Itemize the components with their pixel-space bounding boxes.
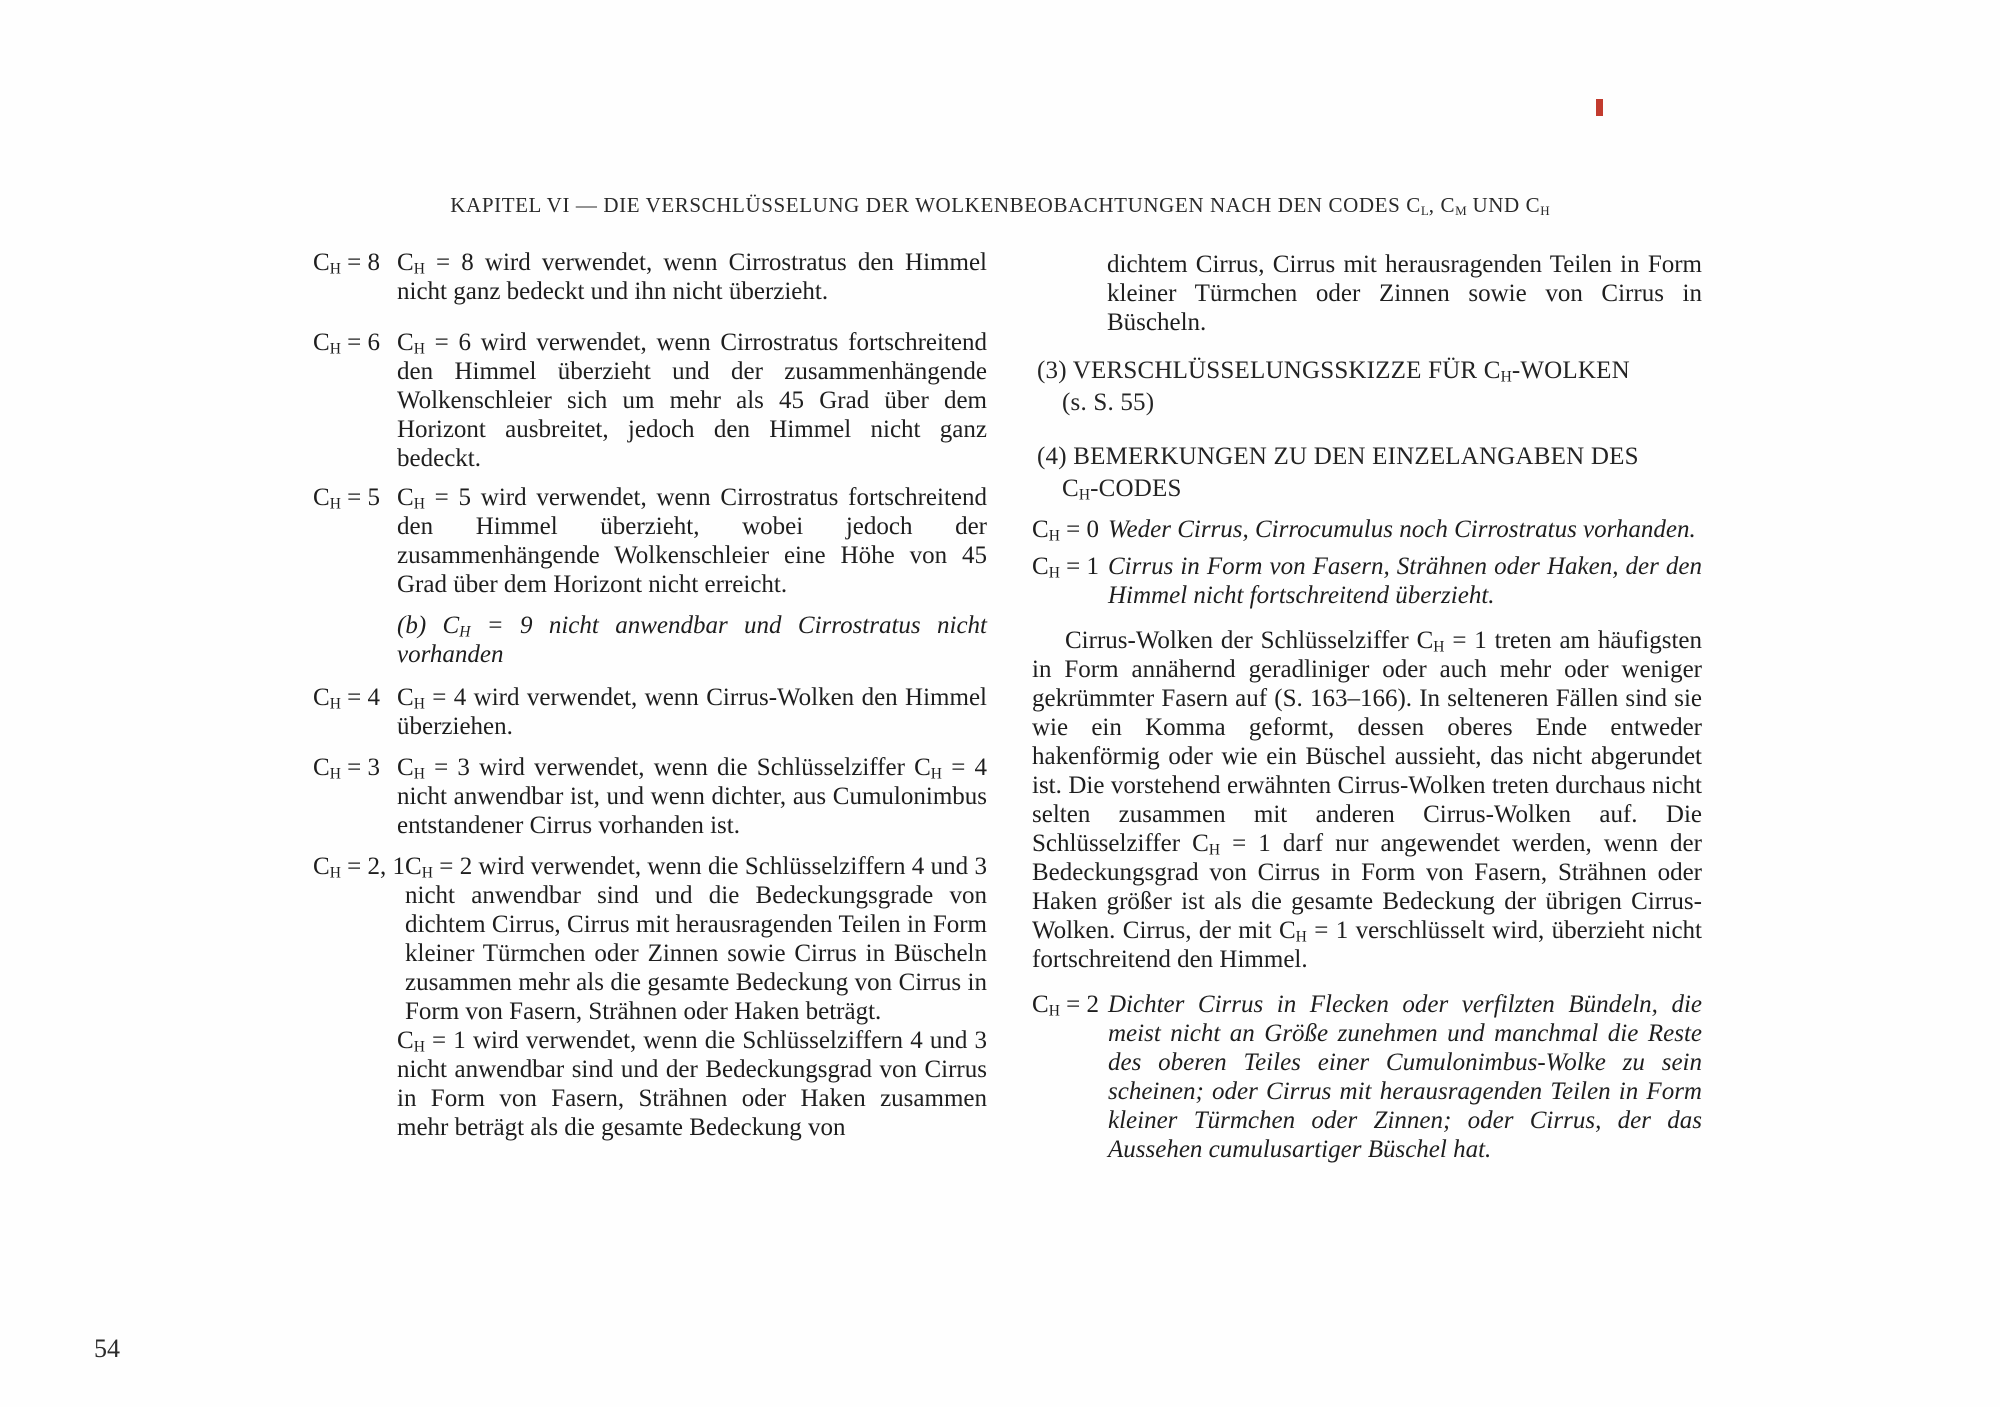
section-heading-3-line1: (3) VERSCHLÜSSELUNGSSKIZZE FÜR $C_H$-WOLKEN xyxy=(1037,357,1630,386)
code-label: $C_H = 1$ xyxy=(1032,553,1099,582)
code-label: $C_H = 2$ xyxy=(1032,991,1099,1020)
code-label: $C_H = 3$ xyxy=(313,754,380,783)
page-number: 54 xyxy=(94,1334,120,1363)
code-text: $C_H = 2$ wird verwendet, wenn die Schlüsselziffern 4 und 3 nicht anwendbar sind und die Bedeckungsgrade von dichtem Cirrus, Cirrus mit herausragenden Teilen in Form kleiner Türmchen oder Zinnen sowie Cirrus in Büscheln zusammen mehr als die gesamte Bedeckung von Cirrus in Form von Fasern, Strähnen oder Haken beträgt. xyxy=(405,853,987,1025)
code-text: (b) $C_H = 9$ nicht anwendbar und Cirrostratus nicht vorhanden xyxy=(397,612,987,668)
code-label: $C_H = 4$ xyxy=(313,684,380,713)
section-heading-4-line1: (4) BEMERKUNGEN ZU DEN EINZELANGABEN DES xyxy=(1037,443,1639,470)
section-heading-4-line2: $C_H$-CODES xyxy=(1062,475,1182,504)
code-entry-ch21 xyxy=(313,852,987,1026)
code-label: $C_H = 6$ xyxy=(313,329,380,358)
chapter-header: KAPITEL VI — DIE VERSCHLÜSSELUNG DER WOLKENBEOBACHTUNGEN NACH DEN CODES $C_L$, $C_M$ UND $C_H$ xyxy=(450,193,1550,218)
code-note-b xyxy=(313,611,987,669)
code-entry-ch1 xyxy=(1032,552,1702,610)
code-label: $C_H = 2$, 1 xyxy=(313,853,405,882)
code-text: $C_H = 8$ wird verwendet, wenn Cirrostratus den Himmel nicht ganz bedeckt und ihn nicht überzieht. xyxy=(397,249,987,305)
code-entry-ch2 xyxy=(1032,990,1702,1164)
red-scan-artifact xyxy=(1596,99,1603,116)
continuation-paragraph: dichtem Cirrus, Cirrus mit herausragenden Teilen in Form kleiner Türmchen oder Zinnen sowie von Cirrus in Büscheln. xyxy=(1107,251,1702,336)
code-text: $C_H = 3$ wird verwendet, wenn die Schlüsselziffer $C_H = 4$ nicht anwendbar ist, und wenn dichter, aus Cumulonimbus entstandener Cirrus vorhanden ist. xyxy=(397,754,987,839)
section-heading-3 xyxy=(1032,355,1702,419)
section-heading-3-line2: (s. S. 55) xyxy=(1062,389,1155,416)
code-label: $C_H = 5$ xyxy=(313,484,380,513)
code-text: Dichter Cirrus in Flecken oder verfilzten Bündeln, die meist nicht an Größe zunehmen und manchmal die Reste des oberen Teiles einer Cumulonimbus-Wolke zu sein scheinen; oder Cirrus mit herausragenden Teilen in Form kleiner Türmchen oder Zinnen; oder Cirrus, der das Aussehen cumulusartiger Büschel hat. xyxy=(1108,991,1702,1163)
code-entry-ch6 xyxy=(313,328,987,473)
code-text: Weder Cirrus, Cirrocumulus noch Cirrostratus vorhanden. xyxy=(1108,516,1696,543)
section-heading-4 xyxy=(1032,441,1702,505)
code-entry-ch3 xyxy=(313,753,987,840)
right-column xyxy=(1032,250,1702,1164)
code-label: $C_H = 0$ xyxy=(1032,516,1099,545)
left-column xyxy=(313,248,987,1142)
code-entry-ch4 xyxy=(313,683,987,741)
code-entry-ch1-continued xyxy=(313,1026,987,1142)
code-entry-ch0 xyxy=(1032,515,1702,544)
code-text: $C_H = 1$ wird verwendet, wenn die Schlüsselziffern 4 und 3 nicht anwendbar sind und der Bedeckungsgrad von Cirrus in Form von Fasern, Strähnen oder Haken zusammen mehr beträgt als die gesamte Bedeckung von xyxy=(397,1027,987,1141)
code-entry-ch8 xyxy=(313,248,987,306)
code-text: $C_H = 5$ wird verwendet, wenn Cirrostratus fortschreitend den Himmel überzieht, wobei jedoch der zusammenhängende Wolkenschleier eine Höhe von 45 Grad über dem Horizont nicht erreicht. xyxy=(397,484,987,598)
code-text: $C_H = 4$ wird verwendet, wenn Cirrus-Wolken den Himmel überziehen. xyxy=(397,684,987,740)
code-entry-ch5 xyxy=(313,483,987,599)
code-label: $C_H = 8$ xyxy=(313,249,380,278)
code-text: $C_H = 6$ wird verwendet, wenn Cirrostratus fortschreitend den Himmel überzieht und der zusammenhängende Wolkenschleier sich um mehr als 45 Grad über dem Horizont ausbreitet, jedoch den Himmel nicht ganz bedeckt. xyxy=(397,329,987,472)
code-text: Cirrus in Form von Fasern, Strähnen oder Haken, der den Himmel nicht fortschreitend überzieht. xyxy=(1108,553,1702,609)
ch1-explanation-paragraph: Cirrus-Wolken der Schlüsselziffer $C_H = 1$ treten am häufigsten in Form annähernd geradliniger oder auch mehr oder weniger gekrümmter Fasern auf (S. 163–166). In selteneren Fällen sind sie wie ein Komma geformt, dessen oberes Ende entweder hakenförmig oder wie ein Büschel aussieht, das nicht abgerundet ist. Die vorstehend erwähnten Cirrus-Wolken treten durchaus nicht selten zusammen mit anderen Cirrus-Wolken auf. Die Schlüsselziffer $C_H = 1$ darf nur angewendet werden, wenn der Bedeckungsgrad von Cirrus in Form von Fasern, Strähnen oder Haken größer ist als die gesamte Bedeckung der übrigen Cirrus-Wolken. Cirrus, der mit $C_H = 1$ verschlüsselt wird, überzieht nicht fortschreitend den Himmel. xyxy=(1032,627,1702,973)
